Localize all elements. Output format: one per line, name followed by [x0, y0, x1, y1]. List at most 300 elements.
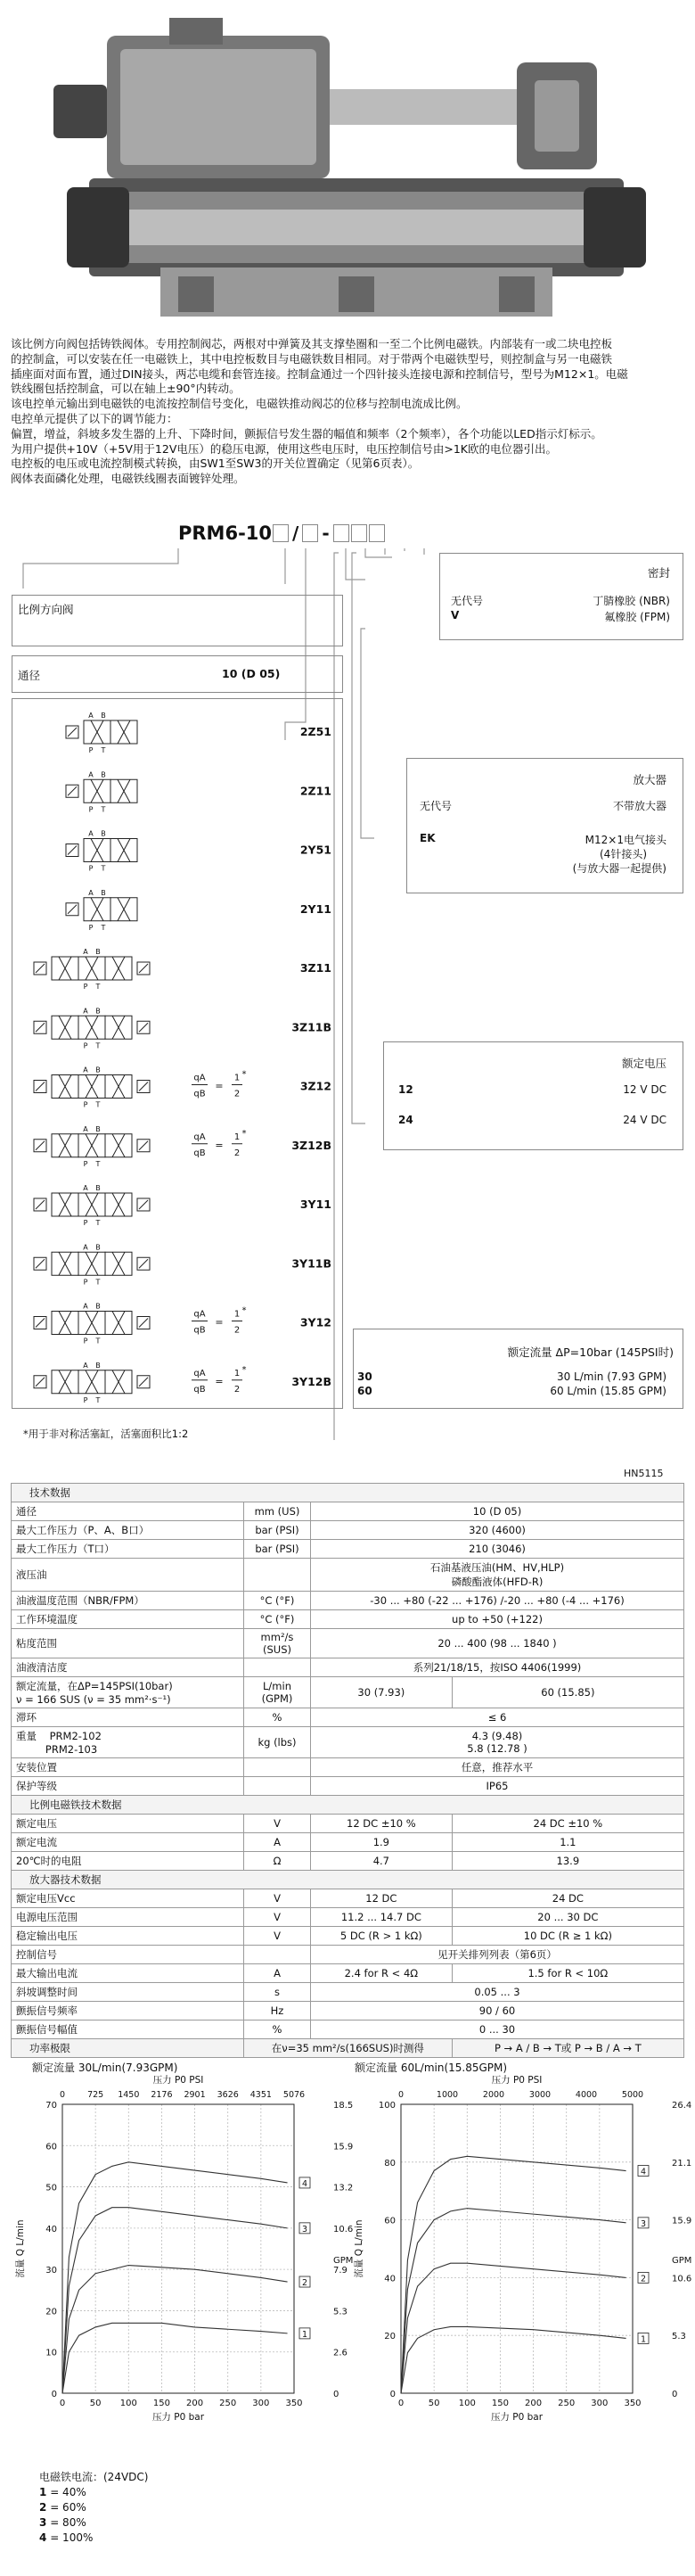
size-label: 通径 [18, 669, 41, 682]
spool-code: 3Y11 [299, 1197, 331, 1211]
x-tick-label: 200 [186, 2399, 204, 2408]
spec-value [311, 1727, 684, 1758]
intro-line: 插座面对面布置，通过DIN接头，两芯电缆和套管连接。控制盒通过一个四针接头连接电源和控制信号，型号为M12×1。电磁 [11, 366, 628, 381]
voltage-title: 额定电压 [621, 1057, 666, 1070]
series-label: 4 [640, 2167, 647, 2177]
flow-qa: qA [193, 1368, 206, 1379]
series-label: 4 [301, 2178, 308, 2189]
y-right-tick-label: 15.9 [672, 2216, 692, 2226]
ratio-star: * [241, 1364, 247, 1375]
spec-label: 颤振信号幅值 [12, 2020, 244, 2039]
top-axis-label: 压力 P0 PSI [491, 2075, 543, 2086]
flow-qb: qB [193, 1384, 206, 1395]
table-row [12, 1833, 684, 1852]
spec-label: 额定电流 [12, 1833, 244, 1852]
table-row [12, 1727, 684, 1758]
spec-section-title [12, 2039, 684, 2058]
amplifier-box [406, 758, 683, 893]
port-a: A [83, 1066, 88, 1074]
spool-symbol-2y11 [66, 889, 331, 932]
port-a: A [88, 888, 94, 897]
intro-line: 电控单元提供了以下的调节能力： [11, 411, 178, 425]
flow-chart-30 [11, 2074, 354, 2457]
x-axis-label: 压力 P0 bar [151, 2412, 205, 2423]
x-tick-label: 150 [491, 2399, 509, 2408]
spec-value: 1.9 [311, 1833, 453, 1852]
top-tick-label: 0 [397, 2090, 405, 2100]
port-t: T [95, 1278, 101, 1287]
intro-line: 电控板的电压或电流控制模式转换，由SW1至SW3的开关位置确定（见第6页表）。 [11, 457, 420, 471]
spec-unit: V [244, 1927, 311, 1946]
port-p: P [83, 1395, 88, 1404]
spec-unit [244, 1658, 311, 1677]
table-row [12, 1521, 684, 1540]
spec-table [11, 1483, 684, 2058]
type-label: 比例方向阀 [18, 603, 74, 616]
top-tick-label: 4000 [575, 2090, 598, 2100]
table-row [12, 1610, 684, 1629]
solenoid-arrow [36, 1259, 45, 1268]
port-t: T [101, 923, 106, 932]
port-a: A [88, 770, 94, 779]
spool-symbol-3z11b [34, 1007, 331, 1049]
table-row [12, 1908, 684, 1927]
amp-desc: 不带放大器 [612, 800, 666, 812]
solenoid-arrow [68, 728, 77, 737]
y-tick-label: 20 [45, 2307, 57, 2317]
port-b: B [95, 1302, 101, 1311]
solenoid-arrow [36, 1319, 45, 1328]
port-p: P [88, 805, 94, 814]
spec-label: 颤振信号频率 [12, 2002, 244, 2020]
ratio-1: 1 [233, 1132, 241, 1142]
curve-legend-item [39, 2515, 148, 2531]
spec-value: 4.7 [311, 1852, 453, 1871]
top-tick-label: 2901 [184, 2090, 206, 2100]
spec-unit: % [244, 2020, 311, 2039]
amp-title: 放大器 [633, 773, 666, 786]
series-label: 1 [301, 2329, 308, 2340]
seal-box [439, 553, 683, 640]
spec-label-line: PRM2-103 [16, 1743, 98, 1756]
y-axis-label: 流量 Q L/min [15, 2219, 26, 2278]
port-a: A [83, 1007, 88, 1016]
y-tick-label: 0 [389, 2390, 396, 2399]
spec-value: 24 DC [452, 1889, 683, 1908]
port-a: A [83, 1361, 88, 1370]
spool-symbol-2z51 [66, 712, 331, 754]
x-axis-label: 压力 P0 bar [490, 2412, 544, 2423]
port-t: T [95, 1219, 101, 1227]
series-label: 2 [640, 2274, 647, 2284]
spec-unit: A [244, 1964, 311, 1983]
spec-title: 技术数据 [12, 1484, 684, 1502]
table-row [12, 1852, 684, 1871]
spec-label: 额定电压Vcc [12, 1889, 244, 1908]
spec-label-line: ν = 166 SUS (ν = 35 mm²·s⁻¹) [16, 1693, 171, 1706]
legend-value: = 80% [50, 2516, 86, 2529]
spec-value [311, 1559, 684, 1592]
legend-key: 1 [39, 2486, 47, 2498]
y-right-tick-label: 5.3 [333, 2307, 348, 2317]
y-right-tick-label: 21.1 [672, 2158, 692, 2169]
series-line-1 [401, 2326, 626, 2393]
port-t: T [95, 1337, 101, 1346]
port-t: T [101, 746, 106, 754]
solenoid-arrow [139, 1082, 148, 1091]
flow-qb: qB [193, 1148, 206, 1158]
port-a: A [83, 1302, 88, 1311]
top-tick-label: 3000 [528, 2090, 552, 2100]
curve-legend-title: 电磁铁电流：(24VDC) [39, 2471, 149, 2483]
flow-title: 额定流量 ΔP=10bar (145PSI时) [507, 1346, 674, 1359]
solenoid-arrow [139, 1023, 148, 1032]
spec-unit: V [244, 1908, 311, 1927]
curve-legend [39, 2470, 148, 2546]
spec-unit: kg (lbs) [244, 1727, 311, 1758]
flow-code: 60 [357, 1385, 372, 1397]
intro-line: 该比例方向阀包括铸铁阀体。专用控制阀芯，两根对中弹簧及其支撑垫圈和一至二个比例电磁铁。内部装有一或二块电控板 [11, 337, 613, 350]
solenoid-title: 比例电磁铁技术数据 [12, 1796, 684, 1815]
table-row [12, 1946, 684, 1964]
port-b: B [101, 888, 106, 897]
port-p: P [83, 1159, 88, 1168]
amp-desc: M12×1电气接头 [585, 834, 666, 846]
spec-unit: bar (PSI) [244, 1540, 311, 1559]
spool-code: 3Z12 [299, 1079, 331, 1093]
flow-qb: qB [193, 1089, 206, 1099]
solenoid-arrow [36, 1082, 45, 1091]
power-flow: P → A / B → T或 P → B / A → T [452, 2039, 683, 2058]
spec-unit: V [244, 1889, 311, 1908]
port-b: B [95, 1007, 101, 1016]
x-tick-label: 150 [152, 2399, 170, 2408]
port-t: T [101, 864, 106, 873]
table-row [12, 1889, 684, 1908]
port-a: A [83, 1184, 88, 1192]
equals-sign: = [215, 1139, 224, 1151]
spec-unit: s [244, 1983, 311, 2002]
table-row [12, 1502, 684, 1521]
spool-code: 3Y11B [291, 1256, 331, 1271]
top-tick-label: 5000 [621, 2090, 644, 2100]
spec-unit: bar (PSI) [244, 1521, 311, 1540]
y-tick-label: 40 [384, 2274, 396, 2284]
ratio-2: 2 [233, 1089, 241, 1099]
solenoid-arrow [68, 846, 77, 855]
solenoid-arrow [68, 905, 77, 914]
series-line-2 [401, 2263, 626, 2393]
legend-key: 4 [39, 2531, 47, 2544]
port-t: T [101, 805, 106, 814]
spec-unit: mm²/s (SUS) [244, 1629, 311, 1658]
solenoid-arrow [36, 1200, 45, 1209]
solenoid-arrow [68, 786, 77, 795]
port-p: P [83, 1219, 88, 1227]
size-box [12, 655, 343, 693]
y-tick-label: 30 [45, 2266, 57, 2276]
spec-value: 0 ... 30 [311, 2020, 684, 2039]
table-row [12, 1677, 684, 1708]
amp-desc2: (4针接头) [600, 848, 647, 860]
voltage-desc: 12 V DC [623, 1083, 666, 1096]
top-tick-label: 2000 [482, 2090, 505, 2100]
doc-code: HN5115 [624, 1468, 664, 1479]
spool-code: 3Y12 [299, 1315, 331, 1329]
spec-label: 最大输出电流 [12, 1964, 244, 1983]
y-tick-label: 50 [45, 2183, 57, 2193]
port-a: A [88, 829, 94, 838]
spec-label: 稳定输出电压 [12, 1927, 244, 1946]
spec-label: 20℃时的电阻 [12, 1852, 244, 1871]
seal-code: V [451, 609, 460, 621]
intro-line: 铁线圈包括控制盒，可以在轴上±90°内转动。 [11, 382, 241, 396]
solenoid-arrow [139, 1200, 148, 1209]
table-row [12, 1629, 684, 1658]
spec-unit: Hz [244, 2002, 311, 2020]
y-right-tick-label: 0 [672, 2390, 678, 2399]
x-tick-label: 350 [624, 2399, 642, 2408]
spool-code: 3Y12B [291, 1374, 331, 1388]
spec-label: 保护等级 [12, 1777, 244, 1796]
spec-value-line: 5.8 (12.78 ) [467, 1742, 527, 1755]
spec-unit: Ω [244, 1852, 311, 1871]
solenoid-arrow [139, 1259, 148, 1268]
code-prefix: PRM6-10 [178, 523, 273, 544]
series-line-4 [401, 2156, 626, 2393]
port-a: A [88, 712, 94, 720]
port-b: B [95, 948, 101, 956]
spec-unit: °C (°F) [244, 1592, 311, 1610]
ratio-star: * [241, 1305, 247, 1316]
spec-value-line: 磷酸酯液体(HFD-R) [451, 1576, 544, 1588]
x-tick-label: 300 [252, 2399, 270, 2408]
flow-desc: 30 L/min (7.93 GPM) [556, 1370, 666, 1383]
y-tick-label: 60 [384, 2216, 396, 2226]
spec-label: 液压油 [12, 1559, 244, 1592]
y-right-axis-label: GPM [672, 2256, 692, 2266]
port-t: T [95, 983, 101, 991]
table-row [12, 1592, 684, 1610]
solenoid-arrow [139, 1141, 148, 1150]
spec-label: 额定电压 [12, 1815, 244, 1833]
spec-unit: % [244, 1708, 311, 1727]
series-line-1 [62, 2323, 288, 2393]
spec-label: 滞环 [12, 1708, 244, 1727]
spec-unit [244, 1777, 311, 1796]
port-p: P [83, 1278, 88, 1287]
spec-label: 电源电压范围 [12, 1908, 244, 1927]
spec-value: 任意，推荐水平 [311, 1758, 684, 1777]
y-right-tick-label: 7.9 [333, 2266, 348, 2276]
port-p: P [83, 983, 88, 991]
power-condition: 在ν=35 mm²/s(166SUS)时测得 [244, 2039, 453, 2058]
top-tick-label: 5076 [282, 2090, 306, 2100]
spec-value: 90 / 60 [311, 2002, 684, 2020]
y-tick-label: 80 [384, 2158, 396, 2169]
port-p: P [88, 923, 94, 932]
spec-value: 12 DC ±10 % [311, 1815, 453, 1833]
table-row [12, 1777, 684, 1796]
seal-desc: 丁腈橡胶 (NBR) [593, 595, 670, 607]
spec-unit [244, 1946, 311, 1964]
top-tick-label: 2176 [151, 2090, 173, 2100]
port-t: T [95, 1041, 101, 1050]
port-t: T [95, 1395, 101, 1404]
spec-label: 通径 [12, 1502, 244, 1521]
spec-value: 20 ... 400 (98 ... 1840 ) [311, 1629, 684, 1658]
spec-value: 210 (3046) [311, 1540, 684, 1559]
x-tick-label: 100 [119, 2399, 137, 2408]
series-line-2 [62, 2266, 288, 2393]
series-label: 3 [640, 2218, 647, 2229]
spec-unit: A [244, 1833, 311, 1852]
port-b: B [95, 1361, 101, 1370]
table-row [12, 2002, 684, 2020]
spool-code: 2Z51 [299, 725, 331, 738]
spool-symbol-2y51 [66, 830, 331, 873]
spool-symbol-3y11b [34, 1243, 331, 1286]
spec-value: 13.9 [452, 1852, 683, 1871]
x-tick-label: 100 [458, 2399, 476, 2408]
spec-label: 油液清洁度 [12, 1658, 244, 1677]
spec-value: 5 DC (R > 1 kΩ) [311, 1927, 453, 1946]
x-tick-label: 300 [591, 2399, 609, 2408]
table-row [12, 1559, 684, 1592]
amp-desc3: (与放大器一起提供) [572, 862, 666, 875]
x-tick-label: 200 [525, 2399, 543, 2408]
voltage-code: 24 [398, 1114, 413, 1126]
spec-label: 最大工作压力（T口） [12, 1540, 244, 1559]
port-a: A [83, 1124, 88, 1133]
top-tick-label: 4351 [249, 2090, 272, 2100]
intro-text [11, 337, 684, 487]
voltage-desc: 24 V DC [623, 1114, 666, 1126]
spec-label: 粘度范围 [12, 1629, 244, 1658]
intro-line: 偏置，增益，斜坡多发生器的上升、下降时间，颤振信号发生器的幅值和频率（2个频率），各个功能以LED指示灯标示。 [11, 426, 602, 440]
x-tick-label: 50 [89, 2399, 102, 2408]
flow-qa: qA [193, 1132, 206, 1142]
spool-code: 2Y51 [299, 843, 331, 857]
table-row [12, 1708, 684, 1727]
spec-value: 2.4 for R < 4Ω [311, 1964, 453, 1983]
chart1-title: 额定流量 30L/min(7.93GPM) [32, 2062, 178, 2074]
table-row [12, 1983, 684, 2002]
flow-box [353, 1329, 683, 1409]
table-row [12, 1815, 684, 1833]
ratio-2: 2 [233, 1148, 241, 1158]
port-t: T [95, 1159, 101, 1168]
table-row [12, 1658, 684, 1677]
spool-symbol-3y12 [34, 1303, 331, 1346]
spec-value: 1.5 for R < 10Ω [452, 1964, 683, 1983]
x-tick-label: 50 [428, 2399, 440, 2408]
table-row [12, 2020, 684, 2039]
table-row [12, 1540, 684, 1559]
solenoid-arrow [36, 1378, 45, 1387]
series-label: 2 [301, 2278, 308, 2289]
top-tick-label: 1000 [436, 2090, 459, 2100]
ratio-2: 2 [233, 1325, 241, 1336]
equals-sign: = [215, 1080, 224, 1092]
spec-value: 30 (7.93) [311, 1677, 453, 1708]
spec-label [12, 1677, 244, 1708]
spec-value: 60 (15.85) [452, 1677, 683, 1708]
ratio-star: * [241, 1069, 247, 1080]
top-tick-label: 3626 [217, 2090, 239, 2100]
port-b: B [101, 829, 106, 838]
spec-label-line: 重量 PRM2-102 [16, 1730, 102, 1742]
equals-sign: = [215, 1375, 224, 1387]
y-tick-label: 60 [45, 2142, 57, 2152]
spool-code: 2Y11 [299, 901, 331, 916]
spool-symbol-3z11 [34, 948, 331, 991]
y-right-tick-label: 10.6 [672, 2274, 692, 2284]
spool-symbols [12, 699, 342, 1408]
solenoid-arrow [139, 1319, 148, 1328]
port-b: B [95, 1184, 101, 1192]
x-tick-label: 250 [219, 2399, 237, 2408]
curve-legend-item [39, 2500, 148, 2515]
y-right-tick-label: 18.5 [333, 2101, 354, 2111]
spec-value: ≤ 6 [311, 1708, 684, 1727]
flow-qb: qB [193, 1325, 206, 1336]
spec-value: 12 DC [311, 1889, 453, 1908]
port-t: T [95, 1100, 101, 1109]
legend-key: 3 [39, 2516, 47, 2529]
port-b: B [95, 1066, 101, 1074]
table-row [12, 1964, 684, 1983]
curve-legend-item [39, 2485, 148, 2500]
solenoid-arrow [139, 964, 148, 973]
solenoid-arrow [36, 964, 45, 973]
spec-value-line: 石油基液压油(HM、HV,HLP) [429, 1561, 565, 1574]
ratio-1: 1 [233, 1368, 241, 1379]
port-b: B [101, 712, 106, 720]
spec-value: 320 (4600) [311, 1521, 684, 1540]
y-right-tick-label: 15.9 [333, 2142, 354, 2152]
series-line-4 [62, 2162, 288, 2393]
power-title: 功率极限 [12, 2039, 244, 2058]
flow-qa: qA [193, 1309, 206, 1320]
spool-code: 2Z11 [299, 784, 331, 798]
port-p: P [88, 746, 94, 754]
equals-sign: = [215, 1316, 224, 1329]
amp-code: 无代号 [420, 800, 453, 812]
spec-unit [244, 1559, 311, 1592]
port-p: P [88, 864, 94, 873]
spec-value: 24 DC ±10 % [452, 1815, 683, 1833]
spec-value: 系列21/18/15，按ISO 4406(1999) [311, 1658, 684, 1677]
x-tick-label: 0 [397, 2399, 405, 2408]
spec-value: 10 DC (R ≥ 1 kΩ) [452, 1927, 683, 1946]
flow-code: 30 [357, 1370, 372, 1383]
y-right-tick-label: 2.6 [333, 2348, 348, 2358]
port-b: B [95, 1124, 101, 1133]
spec-value: up to +50 (+122) [311, 1610, 684, 1629]
code-dash: - [322, 523, 330, 544]
size-value: 10 (D 05) [222, 667, 281, 680]
spec-section-title [12, 1871, 684, 1889]
spec-unit [244, 1758, 311, 1777]
port-a: A [83, 1243, 88, 1252]
spec-value: IP65 [311, 1777, 684, 1796]
series-line-3 [401, 2209, 626, 2393]
y-right-tick-label: 10.6 [333, 2224, 354, 2234]
amp-code: EK [420, 832, 436, 844]
amp-spec-title: 放大器技术数据 [12, 1871, 684, 1889]
spool-box [12, 698, 343, 1409]
